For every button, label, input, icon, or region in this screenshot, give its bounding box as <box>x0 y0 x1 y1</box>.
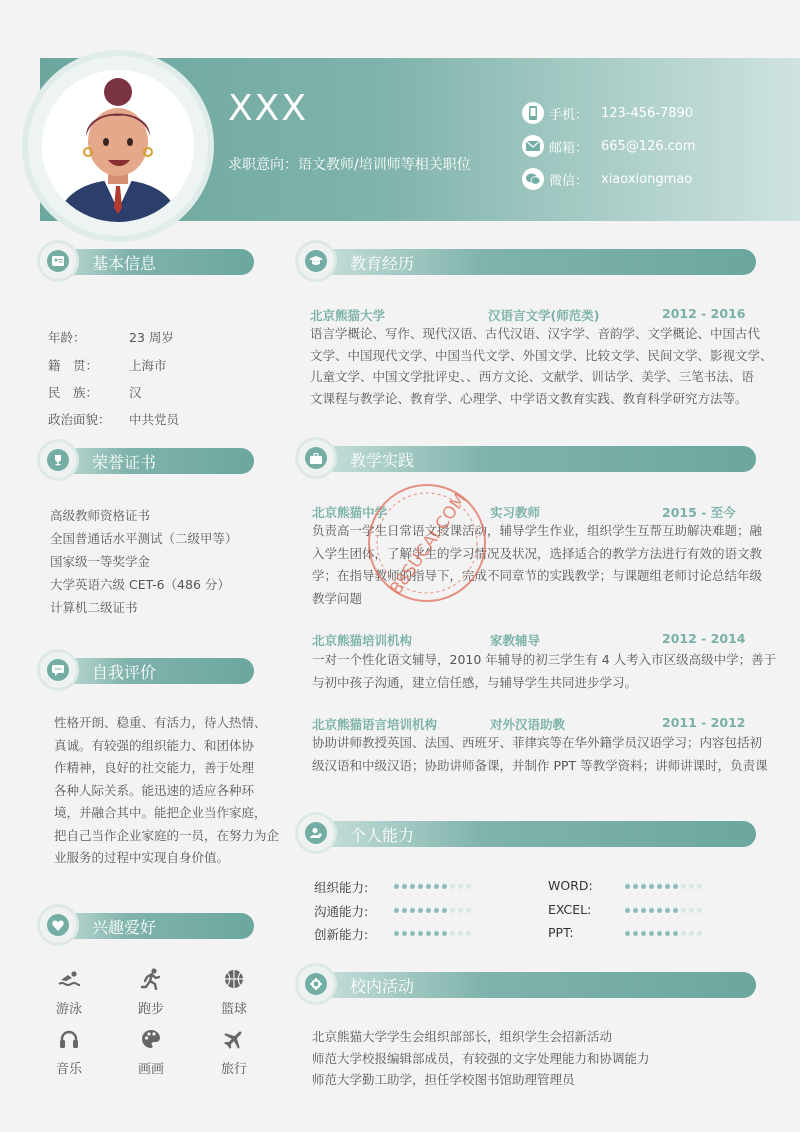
basic-ethnicity-value: 汉 <box>129 385 142 400</box>
practice-role: 家教辅导 <box>490 633 541 648</box>
email-value: 665@126.com <box>601 138 696 154</box>
phone-icon <box>522 102 544 124</box>
hobby-swim <box>43 966 95 1017</box>
skill-label: WORD: <box>548 878 593 893</box>
skill-dot <box>625 931 630 936</box>
hobby-label: 游泳 <box>55 1002 82 1017</box>
section-title: 兴趣爱好 <box>92 918 157 937</box>
skill-dot <box>641 884 646 889</box>
section-header-basic <box>44 249 254 275</box>
section-header-campus <box>302 972 756 998</box>
section-title: 校内活动 <box>350 977 415 996</box>
skill-label: 沟通能力: <box>314 904 369 919</box>
skill-meter <box>394 908 471 913</box>
practice-period: 2015 - 至今 <box>662 505 736 520</box>
hobby-label: 篮球 <box>220 1002 247 1017</box>
education-line: 文课程与教学论、教育学、心理学、中学语文教育实践、教育科学研究方法等。 <box>310 390 748 406</box>
practice-line: 协助讲师教授英国、法国、西班牙、菲律宾等在华外籍学员汉语学习；内容包括初 <box>312 735 763 750</box>
section-title: 教育经历 <box>350 254 415 273</box>
campus-line: 北京熊猫大学学生会组织部部长，组织学生会招新活动 <box>312 1029 613 1044</box>
section-header-education <box>302 249 756 275</box>
run-icon <box>125 966 177 992</box>
skill-dot <box>402 931 407 936</box>
gear-icon <box>305 973 327 995</box>
skill-dot <box>657 884 662 889</box>
basic-ethnicity-label: 民 族： <box>48 385 99 400</box>
hobby-label: 跑步 <box>137 1002 164 1017</box>
skill-dot <box>673 931 678 936</box>
section-header-hobbies <box>44 913 254 939</box>
skill-dot <box>426 931 431 936</box>
palette-icon <box>125 1026 177 1052</box>
skill-dot <box>689 884 694 889</box>
basketball-icon <box>208 966 260 992</box>
heart-icon <box>47 914 69 936</box>
skill-dot <box>466 884 471 889</box>
skill-dot <box>394 908 399 913</box>
skill-dot <box>689 908 694 913</box>
skill-dot <box>442 884 447 889</box>
skill-dot <box>657 908 662 913</box>
practice-line: 负责高一学生日常语文授课活动，辅导学生作业，组织学生互帮互助解决难题；融 <box>312 523 763 538</box>
id-card-icon <box>47 250 69 272</box>
avatar <box>42 70 194 222</box>
honor-item: 高级教师资格证书 <box>50 508 151 523</box>
skill-dot <box>681 884 686 889</box>
practice-period: 2011 - 2012 <box>662 715 746 730</box>
skill-dot <box>450 908 455 913</box>
mail-icon <box>522 135 544 157</box>
skill-dot <box>625 884 630 889</box>
section-title: 教学实践 <box>350 451 415 470</box>
education-major: 汉语言文学(师范类) <box>488 308 600 323</box>
skill-dot <box>649 908 654 913</box>
skill-dot <box>442 908 447 913</box>
skill-dot <box>665 931 670 936</box>
contact-label: 手机： <box>549 107 589 123</box>
skill-dot <box>450 931 455 936</box>
section-icon-wrap <box>298 815 334 851</box>
section-icon-wrap <box>40 907 76 943</box>
skill-dot <box>442 931 447 936</box>
skill-dot <box>697 931 702 936</box>
education-line: 语言学概论、写作、现代汉语、古代汉语、汉字学、音韵学、文学概论、中国古代 <box>310 326 761 341</box>
skill-label: EXCEL: <box>548 902 592 917</box>
skill-dot <box>689 931 694 936</box>
education-school: 北京熊猫大学 <box>310 308 386 323</box>
section-header-skills <box>302 821 756 847</box>
practice-org: 北京熊猫中学 <box>312 505 388 520</box>
basic-age-value: 23 周岁 <box>129 330 174 345</box>
skill-dot <box>673 908 678 913</box>
section-title: 自我评价 <box>92 663 157 682</box>
practice-line: 级汉语和中级汉语；协助讲师备课，并制作 PPT 等教学资料；讲师讲课时，负责课 <box>312 757 768 773</box>
section-icon-wrap <box>40 652 76 688</box>
skill-meter <box>394 884 471 889</box>
practice-org: 北京熊猫培训机构 <box>312 633 413 648</box>
skill-dot <box>665 884 670 889</box>
practice-desc <box>312 732 768 777</box>
self-line: 各种人际关系。能迅速的适应各种环 <box>54 782 255 798</box>
skill-dot <box>434 931 439 936</box>
self-line: 性格开朗、稳重、有活力，待人热情、 <box>54 715 267 730</box>
user-skill-icon <box>305 822 327 844</box>
skill-dot <box>673 884 678 889</box>
skill-dot <box>394 931 399 936</box>
section-title: 基本信息 <box>92 254 157 273</box>
self-line: 业服务的过程中实现自身价值。 <box>54 850 230 865</box>
hobby-painting <box>125 1026 177 1077</box>
campus-activities <box>312 1026 650 1091</box>
campus-line: 师范大学校报编辑部成员，有较强的文字处理能力和协调能力 <box>312 1050 650 1066</box>
watermark-stamp <box>362 478 492 608</box>
practice-org: 北京熊猫语言培训机构 <box>312 717 438 732</box>
section-title: 个人能力 <box>350 826 415 845</box>
skill-dot <box>625 908 630 913</box>
avatar-illustration <box>42 70 194 222</box>
section-header-self <box>44 658 254 684</box>
skill-meter <box>625 908 702 913</box>
headphones-icon <box>43 1026 95 1052</box>
skill-meter <box>394 931 471 936</box>
skill-dot <box>466 931 471 936</box>
section-icon-wrap <box>298 966 334 1002</box>
hobby-label: 音乐 <box>55 1062 82 1077</box>
education-courses <box>310 323 773 409</box>
practice-role: 实习教师 <box>490 505 541 520</box>
self-evaluation-text <box>54 712 279 870</box>
skill-dot <box>410 931 415 936</box>
honor-item: 计算机二级证书 <box>50 600 138 615</box>
hobby-travel <box>208 1026 260 1077</box>
skill-dot <box>410 884 415 889</box>
skill-dot <box>641 908 646 913</box>
plane-icon <box>208 1026 260 1052</box>
contact-wechat <box>522 166 782 192</box>
skill-dot <box>426 908 431 913</box>
basic-origin-label: 籍 贯： <box>48 358 99 373</box>
section-icon-wrap <box>298 243 334 279</box>
skill-dot <box>466 908 471 913</box>
section-title: 荣誉证书 <box>92 453 157 472</box>
practice-line: 与初中孩子沟通，建立信任感，与辅导学生共同进步学习。 <box>312 674 638 690</box>
section-header-honors <box>44 448 254 474</box>
skill-dot <box>458 884 463 889</box>
contact-label: 微信： <box>549 173 589 189</box>
self-line: 把自己当作企业家庭的一员，在努力为企 <box>54 827 280 843</box>
skill-dot <box>633 931 638 936</box>
skill-dot <box>649 931 654 936</box>
wechat-value: xiaoxiongmao <box>601 171 693 187</box>
contact-phone <box>522 100 782 126</box>
practice-line: 一对一个性化语文辅导，2010 年辅导的初三学生有 4 人考入市区级高级中学；善于 <box>312 652 777 667</box>
skill-dot <box>657 931 662 936</box>
basic-politics-value: 中共党员 <box>129 412 180 427</box>
skill-dot <box>458 908 463 913</box>
honor-item: 国家级一等奖学金 <box>50 554 151 569</box>
skill-dot <box>697 908 702 913</box>
skill-dot <box>633 908 638 913</box>
skill-dot <box>402 908 407 913</box>
skill-dot <box>681 908 686 913</box>
skill-label: 创新能力: <box>314 927 369 942</box>
section-icon-wrap <box>40 243 76 279</box>
skill-dot <box>418 908 423 913</box>
skill-dot <box>434 908 439 913</box>
briefcase-icon <box>305 447 327 469</box>
skill-dot <box>426 884 431 889</box>
self-line: 境，并融合其中。能把企业当作家庭， <box>54 805 267 820</box>
contact-label: 邮箱： <box>549 140 589 156</box>
skill-dot <box>450 884 455 889</box>
basic-origin-value: 上海市 <box>129 358 167 373</box>
self-line: 真诚。有较强的组织能力、和团体协 <box>54 737 255 753</box>
hobby-basketball <box>208 966 260 1017</box>
watermark-text: 88SUCAI.COM <box>386 489 471 599</box>
skill-dot <box>418 931 423 936</box>
section-icon-wrap <box>40 442 76 478</box>
wechat-icon <box>522 168 544 190</box>
honor-item: 全国普通话水平测试（二级甲等） <box>50 531 238 546</box>
skill-meter <box>625 931 702 936</box>
skill-dot <box>402 884 407 889</box>
hobby-label: 旅行 <box>220 1062 247 1077</box>
candidate-name: XXX <box>228 88 308 129</box>
trophy-icon <box>47 449 69 471</box>
skill-dot <box>418 884 423 889</box>
basic-age-label: 年龄： <box>48 330 86 345</box>
hobby-run <box>125 966 177 1017</box>
hobby-label: 画画 <box>137 1062 164 1077</box>
honors-list <box>50 504 238 619</box>
education-line: 儿童文学、中国文学批评史、、西方文论、文献学、训诂学、美学、三笔书法、语 <box>310 369 754 384</box>
skill-dot <box>697 884 702 889</box>
skill-dot <box>394 884 399 889</box>
phone-value: 123-456-7890 <box>601 105 694 121</box>
hobby-music <box>43 1026 95 1077</box>
education-period: 2012 - 2016 <box>662 306 746 321</box>
skill-label: PPT: <box>548 925 574 940</box>
skill-dot <box>458 931 463 936</box>
chat-icon <box>47 659 69 681</box>
practice-role: 对外汉语助教 <box>490 717 566 732</box>
skill-dot <box>434 884 439 889</box>
job-intent: 求职意向：语文教师/培训师等相关职位 <box>228 157 471 173</box>
education-line: 文学、中国现代文学、中国当代文学、外国文学、比较文学、民间文学、影视文学、 <box>310 347 773 363</box>
section-icon-wrap <box>298 440 334 476</box>
honor-item: 大学英语六级 CET-6（486 分） <box>50 577 230 592</box>
practice-line: 教学问题 <box>312 590 363 606</box>
practice-line: 入学生团体，了解学生的学习情况及状况，选择适合的教学方法进行有效的语文教 <box>312 545 763 561</box>
section-header-practice <box>302 446 756 472</box>
practice-period: 2012 - 2014 <box>662 631 746 646</box>
skill-dot <box>665 908 670 913</box>
skill-dot <box>641 931 646 936</box>
swim-icon <box>43 966 95 992</box>
practice-desc <box>312 649 776 694</box>
campus-line: 师范大学勤工助学，担任学校图书馆助理管理员 <box>312 1072 575 1087</box>
skill-dot <box>633 884 638 889</box>
skill-dot <box>410 908 415 913</box>
basic-politics-label: 政治面貌： <box>48 412 111 427</box>
graduation-cap-icon <box>305 250 327 272</box>
skill-dot <box>649 884 654 889</box>
skill-label: 组织能力: <box>314 880 369 895</box>
skill-dot <box>681 931 686 936</box>
contact-email <box>522 133 782 159</box>
self-line: 作精神，良好的社交能力，善于处理 <box>54 760 255 775</box>
practice-line: 学；在指导教师的指导下，完成不同章节的实践教学；与课题组老师讨论总结年级 <box>312 568 763 583</box>
skill-meter <box>625 884 702 889</box>
